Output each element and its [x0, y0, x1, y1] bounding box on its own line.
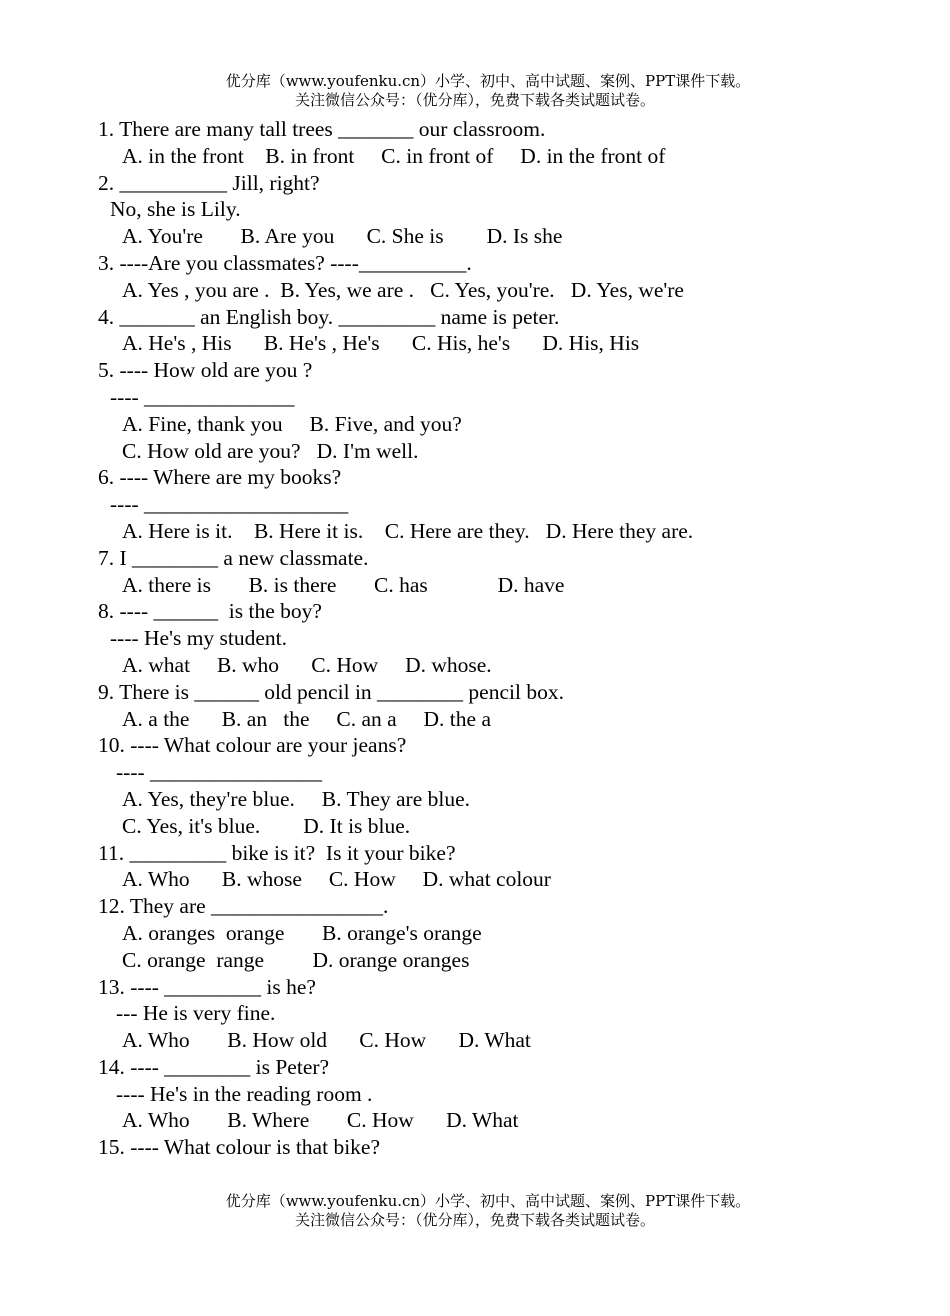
question-4-stem: 4. _______ an English boy. _________ name is peter.: [98, 304, 560, 329]
question-8-answer: ---- He's my student.: [110, 626, 288, 651]
question-4-options: A. He's , His B. He's , He's C. His, he's D. His, His: [122, 331, 640, 356]
question-9-stem: 9. There is ______ old pencil in ________ pencil box.: [98, 679, 564, 704]
footer-line-1: 优分库（www.youfenku.cn）小学、初中、高中试题、案例、PPT课件下载。: [225, 1192, 751, 1210]
question-list: [98, 116, 918, 1161]
question-2-options: A. You're B. Are you C. She is D. Is she: [122, 224, 563, 249]
question-10-stem: 10. ---- What colour are your jeans?: [98, 733, 407, 758]
question-13-stem: 13. ---- _________ is he?: [98, 974, 316, 999]
question-13-options: A. Who B. How old C. How D. What: [122, 1028, 531, 1053]
question-3-stem: 3. ----Are you classmates? ----__________.: [98, 250, 472, 275]
question-2-stem: 2. __________ Jill, right?: [98, 170, 320, 195]
header-line-2: 关注微信公众号：（优分库），免费下载各类试题试卷。: [294, 91, 655, 109]
question-12-options-row-1: A. oranges orange B. orange's orange: [122, 920, 482, 945]
footer-line-2: 关注微信公众号：（优分库），免费下载各类试题试卷。: [294, 1211, 655, 1229]
question-7-options: A. there is B. is there C. has D. have: [122, 572, 565, 597]
question-6-answer: ---- ___________________: [110, 492, 349, 517]
question-13-answer: --- He is very fine.: [116, 1001, 276, 1026]
question-12-stem: 12. They are ________________.: [98, 894, 389, 919]
question-8-options: A. what B. who C. How D. whose.: [122, 652, 492, 677]
question-8-stem: 8. ---- ______ is the boy?: [98, 599, 322, 624]
question-3-options: A. Yes , you are . B. Yes, we are . C. Yes, you're. D. Yes, we're: [122, 277, 684, 302]
question-5-options-row-2: C. How old are you? D. I'm well.: [122, 438, 419, 463]
header-line-1: 优分库（www.youfenku.cn）小学、初中、高中试题、案例、PPT课件下载。: [225, 72, 751, 90]
question-2-answer: No, she is Lily.: [110, 197, 241, 222]
question-6-options: A. Here is it. B. Here it is. C. Here are they. D. Here they are.: [122, 518, 694, 543]
question-10-options-row-2: C. Yes, it's blue. D. It is blue.: [122, 813, 411, 838]
question-5-options-row-1: A. Fine, thank you B. Five, and you?: [122, 411, 462, 436]
question-15-stem: 15. ---- What colour is that bike?: [98, 1135, 380, 1160]
page-footer: [0, 1192, 950, 1230]
question-10-options-row-1: A. Yes, they're blue. B. They are blue.: [122, 786, 471, 811]
question-14-stem: 14. ---- ________ is Peter?: [98, 1054, 330, 1079]
question-1-options: A. in the front B. in front C. in front of D. in the front of: [122, 143, 666, 168]
question-7-stem: 7. I ________ a new classmate.: [98, 545, 369, 570]
question-9-options: A. a the B. an the C. an a D. the a: [122, 706, 491, 731]
question-12-options-row-2: C. orange range D. orange oranges: [122, 947, 470, 972]
question-11-stem: 11. _________ bike is it? Is it your bike?: [98, 840, 456, 865]
question-14-options: A. Who B. Where C. How D. What: [122, 1108, 519, 1133]
question-11-options: A. Who B. whose C. How D. what colour: [122, 867, 551, 892]
question-6-stem: 6. ---- Where are my books?: [98, 465, 342, 490]
question-5-answer: ---- ______________: [110, 384, 295, 409]
question-1-stem: 1. There are many tall trees _______ our classroom.: [98, 117, 546, 141]
question-14-answer: ---- He's in the reading room .: [116, 1081, 373, 1106]
page-header: [0, 72, 950, 110]
question-5-stem: 5. ---- How old are you ?: [98, 358, 313, 383]
question-10-answer: ---- ________________: [116, 760, 323, 785]
